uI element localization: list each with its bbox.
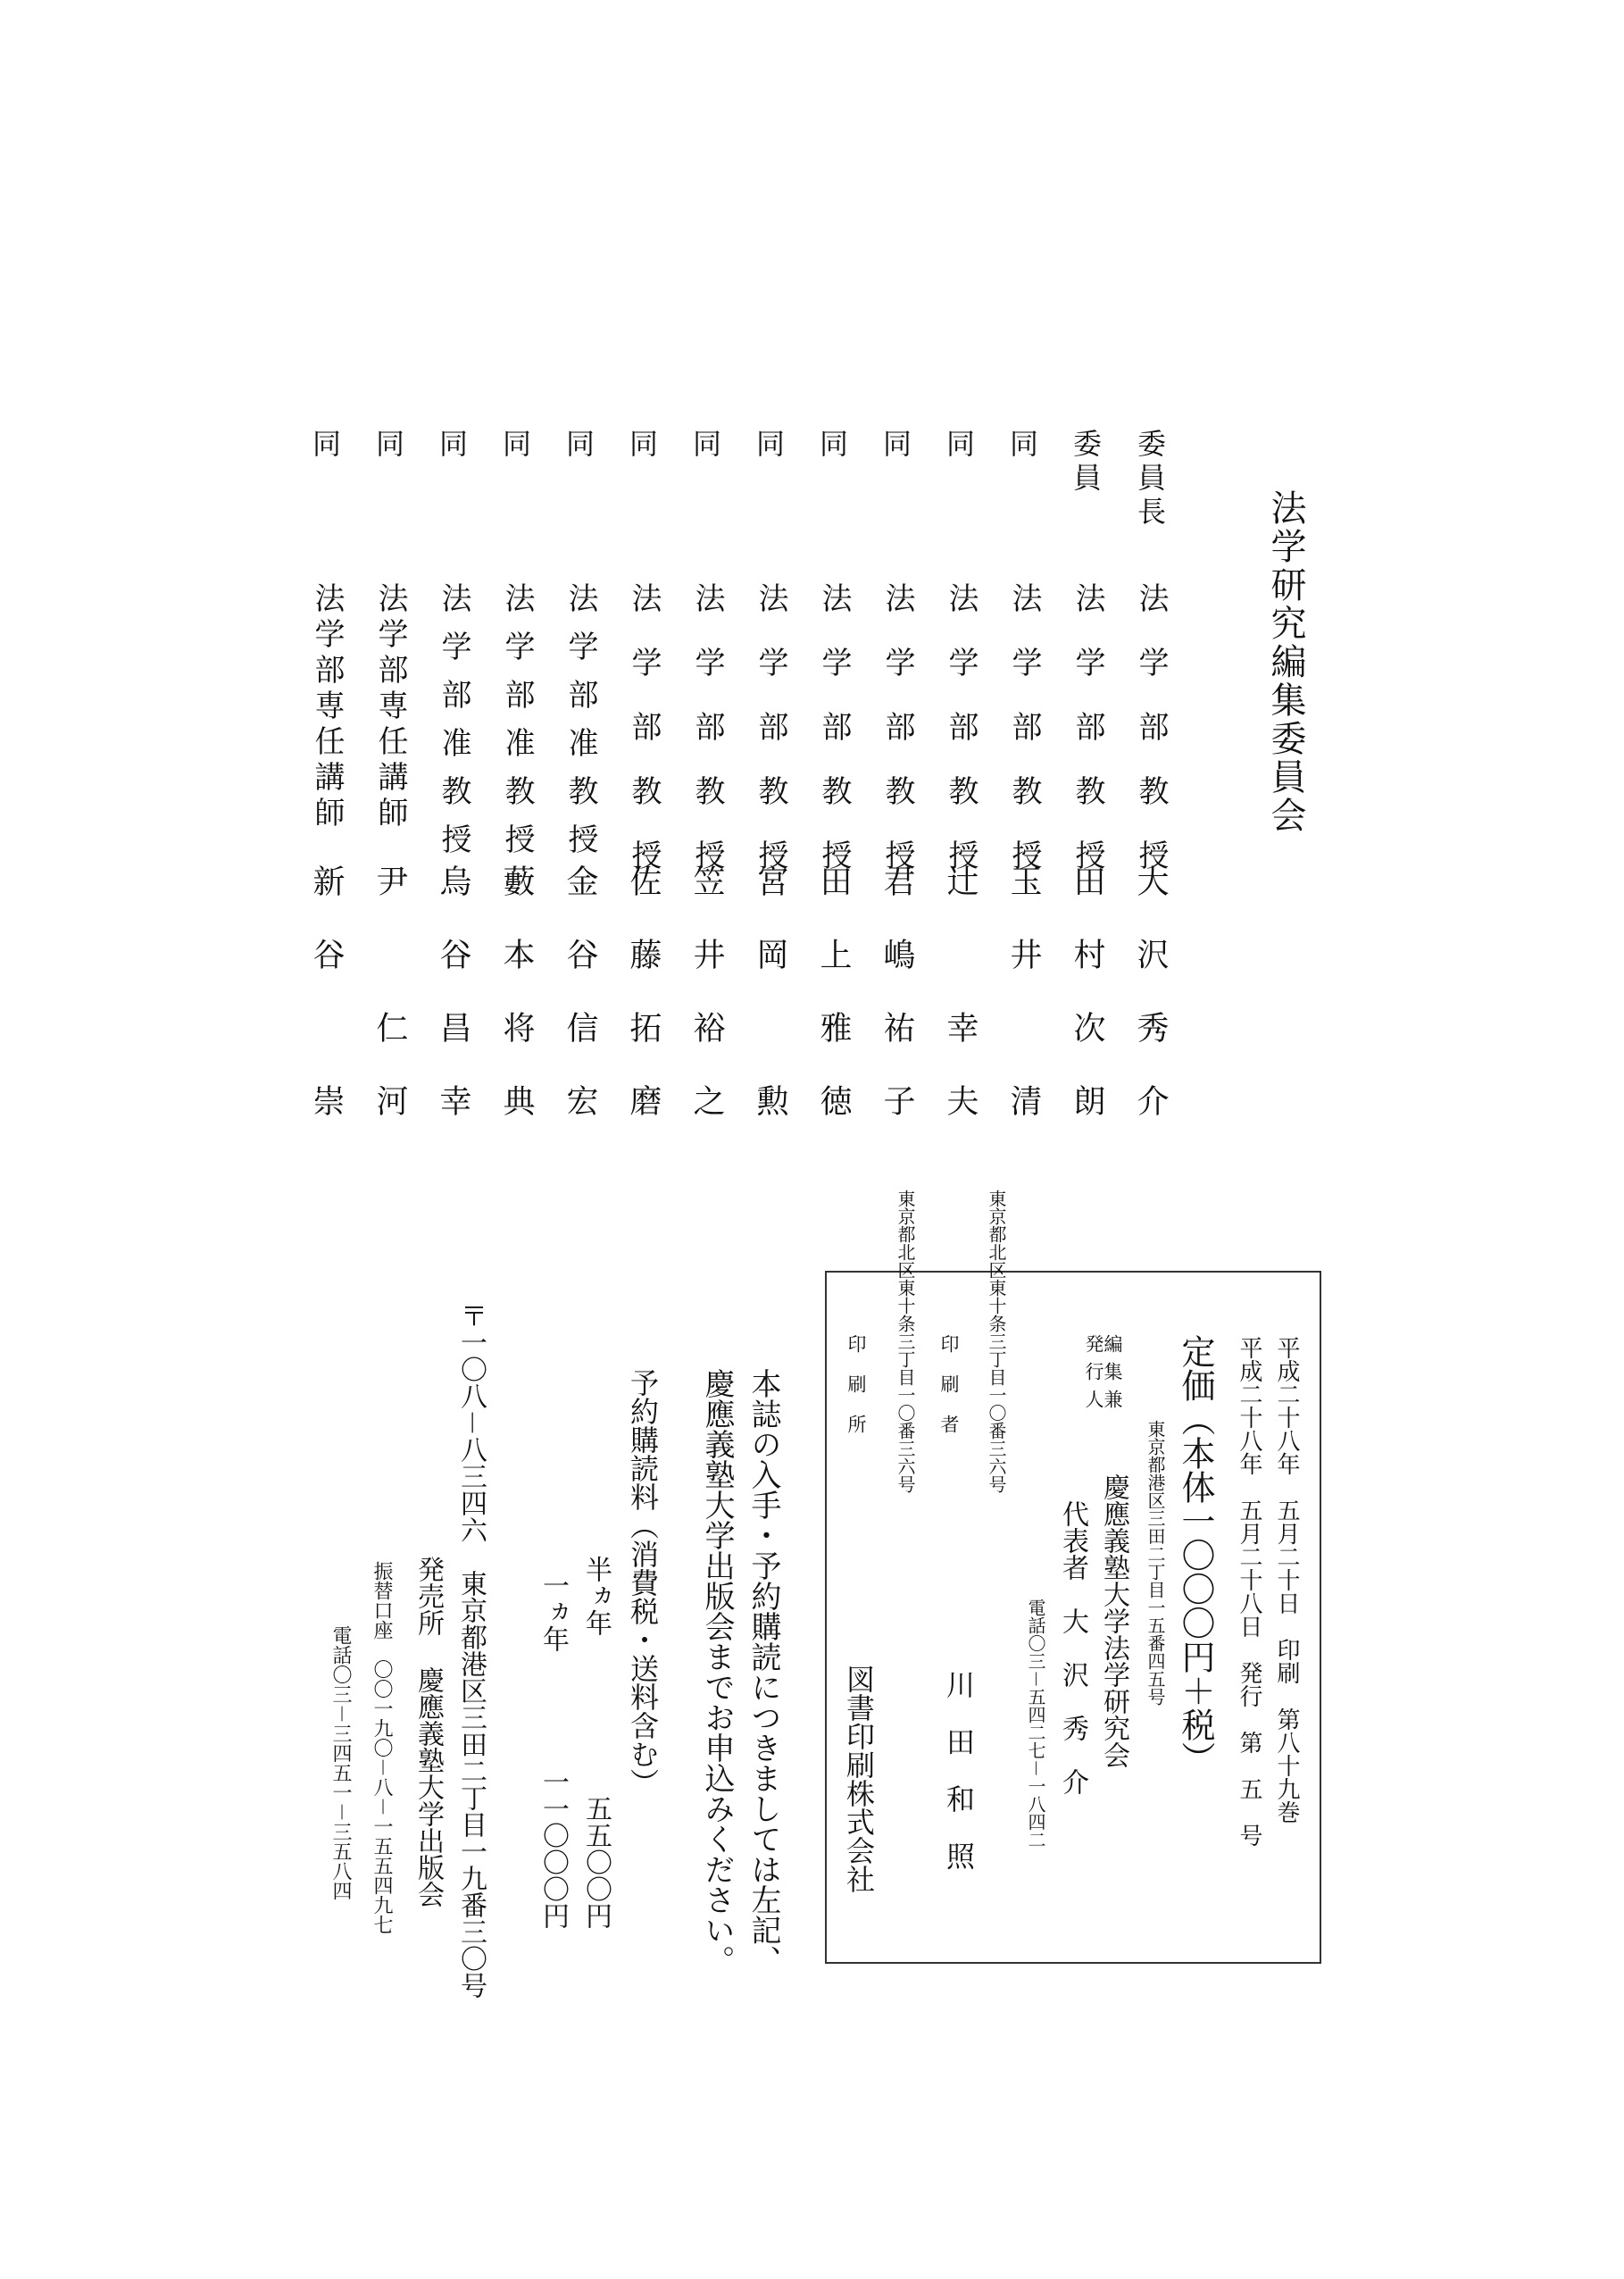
member-affiliation: 法学部教授 bbox=[879, 582, 915, 904]
member-affiliation: 法学部教授 bbox=[1070, 582, 1105, 904]
member-name: 烏谷昌幸 bbox=[435, 864, 471, 1157]
role-chair: 委員長 bbox=[1133, 429, 1167, 530]
half-year-label: 半ヵ年 bbox=[580, 1556, 612, 1636]
role-ditto: 同 bbox=[625, 429, 659, 463]
role-ditto: 同 bbox=[435, 429, 469, 463]
publisher-phone: 電話〇三－三四五一－三五八四 bbox=[329, 1625, 352, 1901]
role-ditto: 同 bbox=[752, 429, 786, 463]
publisher-name: 慶應義塾大学出版会 bbox=[412, 1666, 444, 1908]
member-name: 宮岡 勲 bbox=[752, 864, 788, 1157]
member-affiliation: 法学部准教授 bbox=[562, 582, 598, 872]
full-year-label: 一ヵ年 bbox=[537, 1572, 569, 1652]
subscription-line-2: 慶應義塾大学出版会までお申込みください。 bbox=[699, 1368, 735, 1975]
member-name: 田上雅徳 bbox=[815, 864, 852, 1157]
print-date: 平成二十八年 五月二十日 印刷 第八十九巻 bbox=[1273, 1336, 1300, 1824]
member-name: 君嶋祐子 bbox=[879, 864, 915, 1157]
publisher-account: 振替口座 〇〇一九〇－八－一五五四九七 bbox=[371, 1561, 393, 1935]
printer-address: 東京都北区東十条三丁目一〇番三六号 bbox=[986, 1190, 1007, 1493]
role-ditto: 同 bbox=[371, 429, 405, 463]
half-year-price: 五五〇〇円 bbox=[580, 1795, 612, 1929]
role-ditto: 同 bbox=[688, 429, 722, 463]
role-ditto: 同 bbox=[562, 429, 595, 463]
member-affiliation: 法学部教授 bbox=[626, 582, 662, 904]
role-ditto: 同 bbox=[879, 429, 912, 463]
member-name: 辻 幸夫 bbox=[942, 864, 979, 1157]
member-affiliation: 法学部専任講師 bbox=[309, 582, 345, 832]
member-affiliation: 法学部専任講師 bbox=[372, 582, 408, 832]
member-affiliation: 法学部教授 bbox=[816, 582, 852, 904]
printer-label: 印刷者 bbox=[938, 1334, 960, 1455]
issue-date: 平成二十八年 五月二十八日 発行 第 五 号 bbox=[1236, 1336, 1262, 1847]
printshop-name: 図書印刷株式会社 bbox=[842, 1665, 876, 1893]
member-name: 大沢秀介 bbox=[1132, 864, 1169, 1157]
member-name: 金谷信宏 bbox=[562, 864, 598, 1157]
fee-title: 予約購読料（消費税・送料含む） bbox=[626, 1368, 660, 1797]
publisher-address: 〒一〇八－八三四六 東京都港区三田二丁目一九番三〇号 bbox=[455, 1302, 487, 1999]
member-name: 笠井裕之 bbox=[688, 864, 725, 1157]
member-name: 田村次朗 bbox=[1069, 864, 1105, 1157]
role-member: 委員 bbox=[1069, 429, 1103, 497]
role-ditto: 同 bbox=[942, 429, 976, 463]
role-ditto: 同 bbox=[498, 429, 532, 463]
printshop-label: 印刷所 bbox=[845, 1334, 867, 1455]
role-ditto: 同 bbox=[815, 429, 849, 463]
member-affiliation: 法学部教授 bbox=[943, 582, 979, 904]
member-affiliation: 法学部准教授 bbox=[436, 582, 471, 872]
printshop-address: 東京都北区東十条三丁目一〇番三六号 bbox=[895, 1190, 916, 1493]
editor-label: 編集兼発行人 bbox=[1083, 1334, 1123, 1417]
price: 定価（本体一〇〇〇円＋税） bbox=[1176, 1334, 1215, 1775]
publisher-label: 発売所 bbox=[412, 1556, 444, 1636]
editor-address: 東京都港区三田二丁目一五番四五号 bbox=[1145, 1420, 1166, 1706]
full-year-price: 一一〇〇〇円 bbox=[537, 1768, 569, 1929]
member-name: 玉井 清 bbox=[1005, 864, 1042, 1157]
member-name: 新谷 崇 bbox=[308, 864, 345, 1157]
member-affiliation: 法学部教授 bbox=[753, 582, 788, 904]
member-affiliation: 法学部教授 bbox=[1133, 582, 1169, 904]
editor-phone: 電話〇三－五四二七－一八四二 bbox=[1025, 1599, 1046, 1849]
committee-title: 法学研究編集委員会 bbox=[1265, 489, 1306, 835]
printer-name: 川 田 和 照 bbox=[942, 1670, 976, 1870]
member-name: 藪本将典 bbox=[498, 864, 535, 1157]
member-affiliation: 法学部准教授 bbox=[499, 582, 535, 872]
subscription-line-1: 本誌の入手・予約購読につきましては左記、 bbox=[745, 1368, 781, 1975]
member-affiliation: 法学部教授 bbox=[689, 582, 725, 904]
editor-representative: 代表者 大 沢 秀 介 bbox=[1057, 1500, 1088, 1795]
role-ditto: 同 bbox=[308, 429, 342, 463]
member-name: 尹 仁河 bbox=[371, 864, 408, 1157]
role-ditto: 同 bbox=[1005, 429, 1039, 463]
editor-org: 慶應義塾大学法学研究会 bbox=[1098, 1473, 1129, 1768]
member-affiliation: 法学部教授 bbox=[1006, 582, 1042, 904]
member-name: 佐藤拓磨 bbox=[625, 864, 662, 1157]
